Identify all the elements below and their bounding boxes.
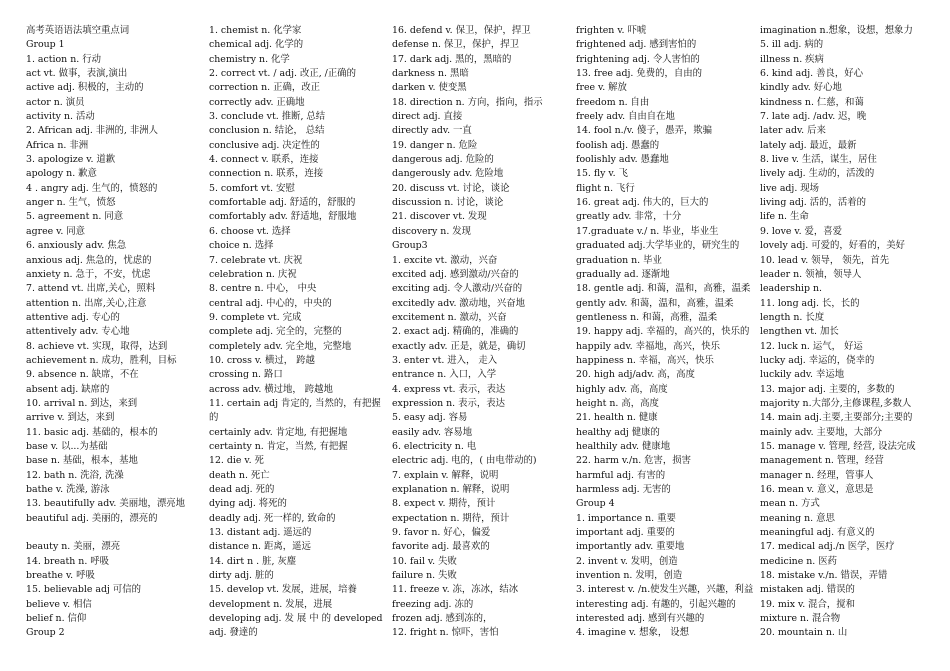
vocab-line: 20. mountain n. 山 <box>760 627 848 639</box>
vocab-line: certainly adv. 肯定地, 有把握地 <box>209 426 348 438</box>
vocab-line: 16. mean v. 意义，意思是 <box>760 484 874 495</box>
vocab-line: free v. 解放 <box>576 82 627 94</box>
vocab-line: 21. discover vt. 发现 <box>392 211 487 223</box>
vocab-line: 13. distant adj. 遥远的 <box>209 527 312 539</box>
text-column-2 <box>209 24 387 641</box>
vocab-line: arrive v. 到达，来到 <box>26 412 115 424</box>
text-column-3 <box>392 24 570 641</box>
vocab-line: easily adv. 容易地 <box>392 426 473 438</box>
vocab-line: comfortable adj. 舒适的，舒服的 <box>209 197 356 209</box>
vocab-line: darkness n. 黑暗 <box>392 68 469 80</box>
vocab-line: interested adj. 感到有兴趣的 <box>576 613 705 625</box>
vocab-line: 14. breath n. 呼吸 <box>26 555 110 567</box>
text-column-1 <box>26 24 204 641</box>
vocab-line: healthy adj 健康的 <box>576 426 660 438</box>
vocab-line: Group 2 <box>26 627 65 639</box>
vocab-line: 10. arrival n. 到达，来到 <box>26 397 138 409</box>
vocab-line: 12. die v. 死 <box>209 455 264 467</box>
vocab-line: breathe v. 呼吸 <box>26 570 95 582</box>
vocab-line: leadership n. <box>760 283 823 295</box>
vocab-line: active adj. 积极的，主动的 <box>26 82 144 94</box>
vocab-line: 18. direction n. 方向，指向，指示 <box>392 96 543 108</box>
vocab-line: 15. develop vt. 发展，进展，培養 <box>209 584 357 596</box>
vocab-line: 10. lead v. 领导， 领先，首先 <box>760 254 890 266</box>
vocab-line: expectation n. 期待，预计 <box>392 512 510 524</box>
vocab-line: healthily adv. 健康地 <box>576 440 671 452</box>
vocab-line: imagination n.想象，设想，想象力 <box>760 25 913 36</box>
vocab-line: dead adj. 死的 <box>209 484 275 495</box>
vocab-line: 13. major adj. 主要的，多数的 <box>760 383 895 395</box>
vocab-line: 15. fly v. 飞 <box>576 168 628 180</box>
vocab-line: adj. 發達的 <box>209 627 258 639</box>
vocab-line: base v. 以...为基础 <box>26 440 108 452</box>
vocab-line: darken v. 使变黑 <box>392 82 467 94</box>
vocab-line: lucky adj. 幸运的，侥幸的 <box>760 354 875 366</box>
vocab-line: mistaken adj. 错误的 <box>760 584 855 596</box>
vocab-line: kindness n. 仁慈，和蔼 <box>760 96 864 108</box>
vocab-line: 9. favor n. 好心，偏爱 <box>392 527 491 539</box>
vocab-line: 6. kind adj. 善良，好心 <box>760 68 863 80</box>
vocab-line: entrance n. 入口，入学 <box>392 369 497 381</box>
vocab-line: frozen adj. 感到冻的， <box>392 613 493 625</box>
vocab-line: invention n. 发明，创造 <box>576 570 683 582</box>
vocab-line: activity n. 活动 <box>26 111 95 123</box>
vocab-line: belief n. 信仰 <box>26 613 87 625</box>
vocab-line: 17.graduate v./ n. 毕业，毕业生 <box>576 225 719 237</box>
vocab-line: deadly adj. 死一样的, 致命的 <box>209 512 336 524</box>
vocab-line: 15. manage v. 管理, 经营, 设法完成 <box>760 440 916 452</box>
vocab-line: mixture n. 混合物 <box>760 613 841 625</box>
vocab-line: comfortably adv. 舒适地，舒服地 <box>209 211 357 223</box>
vocab-line: lengthen vt. 加长 <box>760 326 839 338</box>
vocab-line: certainty n. 肯定，当然, 有把握 <box>209 440 348 452</box>
vocab-line: absent adj. 缺席的 <box>26 383 110 395</box>
vocab-line: Africa n. 非洲 <box>26 139 89 151</box>
vocab-line: frightening adj. 令人害怕的 <box>576 53 700 65</box>
vocab-line: 22. harm v./n. 危害，损害 <box>576 455 692 467</box>
vocab-line: foolishly adv. 愚蠢地 <box>576 154 669 166</box>
vocab-line: believe v. 相信 <box>26 598 92 610</box>
vocab-line: 11. freeze v. 冻，冻冰，结冰 <box>392 584 519 596</box>
vocab-line: conclusive adj. 决定性的 <box>209 139 320 151</box>
vocab-line: base n. 基础，根本，基地 <box>26 455 138 467</box>
vocab-line: life n. 生命 <box>760 211 809 223</box>
vocab-line: 11. basic adj. 基础的，根本的 <box>26 426 158 438</box>
vocab-line: 16. great adj. 伟大的，巨大的 <box>576 197 709 209</box>
vocab-line: chemical adj. 化学的 <box>209 39 304 51</box>
vocab-line: 9. complete vt. 完成 <box>209 311 302 323</box>
vocab-line: foolish adj. 愚蠢的 <box>576 139 660 151</box>
vocab-line: correction n. 正确，改正 <box>209 82 320 94</box>
vocab-line: 7. explain v. 解释，说明 <box>392 469 499 481</box>
vocab-line: crossing n. 路口 <box>209 369 283 381</box>
vocab-line: conclusion n. 结论， 总结 <box>209 125 325 137</box>
vocab-line: graduated adj.大学毕业的，研究生的 <box>576 240 740 252</box>
vocab-line: excitement n. 激动，兴奋 <box>392 311 507 323</box>
vocab-line: 7. celebrate vt. 庆祝 <box>209 254 303 266</box>
vocab-line: distance n. 距离，遥远 <box>209 541 311 553</box>
vocab-line: gradually ad. 逐渐地 <box>576 268 670 280</box>
vocab-line: 14. dirt n . 脏, 灰麈 <box>209 555 297 567</box>
vocab-line: discovery n. 发现 <box>392 225 472 237</box>
vocab-line: defense n. 保卫，保护，捍卫 <box>392 39 519 51</box>
vocab-line: living adj. 活的，活着的 <box>760 197 867 209</box>
vocab-line: highly adv. 高，高度 <box>576 383 668 395</box>
vocab-line: correctly adv. 正确地 <box>209 96 305 108</box>
vocab-line: meaningful adj. 有意义的 <box>760 527 875 539</box>
vocab-line: attention n. 出席,关心,注意 <box>26 297 147 309</box>
vocab-line: graduation n. 毕业 <box>576 254 662 266</box>
vocab-line: attentive adj. 专心的 <box>26 311 120 323</box>
vocab-line: development n. 发展，进展 <box>209 598 333 610</box>
vocab-line: 1. excite vt. 激动，兴奋 <box>392 254 498 266</box>
vocab-line: 1. action n. 行动 <box>26 53 101 65</box>
vocab-line: bathe v. 洗澡, 游泳 <box>26 484 110 495</box>
vocab-line: beauty n. 美丽，漂亮 <box>26 541 121 553</box>
vocab-line: medicine n. 医药 <box>760 555 838 567</box>
vocab-line: dangerously adv. 危险地 <box>392 168 504 180</box>
vocab-line: 4. imagine v. 想象， 设想 <box>576 627 689 639</box>
vocab-line: dying adj. 将死的 <box>209 498 287 510</box>
vocab-line: manager n. 经理，管事人 <box>760 469 874 481</box>
vocab-line: happiness n. 幸福，高兴，快乐 <box>576 354 714 366</box>
vocab-line: celebration n. 庆祝 <box>209 268 297 280</box>
vocab-line: flight n. 飞行 <box>576 182 635 194</box>
vocab-line: 5. ill adj. 病的 <box>760 39 824 51</box>
vocab-line: expression n. 表示，表达 <box>392 397 506 409</box>
vocab-line: 8. expect v. 期待，预计 <box>392 498 496 510</box>
vocab-line: 5. agreement n. 同意 <box>26 211 124 223</box>
vocab-line: 20. high adj/adv. 高，高度 <box>576 369 695 381</box>
vocab-line: 1. chemist n. 化学家 <box>209 25 302 36</box>
vocab-line: across adv. 横过地， 跨越地 <box>209 383 333 395</box>
vocab-line: kindly adv. 好心地 <box>760 82 842 94</box>
vocab-line: 11. long adj. 长，长的 <box>760 297 860 309</box>
vocab-line: anxious adj. 焦急的，忧虑的 <box>26 254 152 266</box>
vocab-line: directly adv. 一直 <box>392 125 472 137</box>
vocab-line: 19. happy adj. 幸福的，高兴的，快乐的 <box>576 326 750 338</box>
vocab-line: apology n. 歉意 <box>26 168 97 180</box>
vocab-line: 20. discuss vt. 讨论，谈论 <box>392 182 510 194</box>
vocab-line: later adv. 后来 <box>760 125 826 137</box>
vocab-line: important adj. 重要的 <box>576 527 675 539</box>
vocab-line: 19. danger n. 危险 <box>392 139 478 151</box>
vocab-line: gentleness n. 和蔼，高雅，温柔 <box>576 311 718 323</box>
vocab-line: 13. free adj. 免费的，自由的 <box>576 68 703 80</box>
vocab-line: developing adj. 发 展 中 的 developed <box>209 613 383 625</box>
vocab-line: 3. conclude vt. 推断, 总结 <box>209 111 326 123</box>
vocab-line: 2. African adj. 非洲的, 非洲人 <box>26 125 159 137</box>
vocab-line: dirty adj. 脏的 <box>209 570 274 582</box>
vocab-line: 12. luck n. 运气， 好运 <box>760 340 863 352</box>
vocab-line: 6. electricity n. 电 <box>392 440 477 452</box>
vocab-line: 2. invent v. 发明，创造 <box>576 555 678 567</box>
vocab-line: 12. bath n. 洗浴, 洗澡 <box>26 469 124 481</box>
vocab-line: live adj. 现场 <box>760 182 820 194</box>
vocab-line: agree v. 同意 <box>26 225 86 237</box>
vocab-line: beautiful adj. 美丽的，漂亮的 <box>26 512 158 524</box>
vocab-line: leader n. 领袖，领导人 <box>760 268 862 280</box>
vocab-line: 17. medical adj./n 医学，医疗 <box>760 541 895 553</box>
vocab-line: complete adj. 完全的，完整的 <box>209 326 342 338</box>
vocab-line <box>26 526 204 540</box>
vocab-line: lovely adj. 可爱的，好看的，美好 <box>760 240 905 252</box>
vocab-line: death n. 死亡 <box>209 469 270 481</box>
vocab-line: Group3 <box>392 240 428 252</box>
vocab-line: chemistry n. 化学 <box>209 53 290 65</box>
vocab-line: 10. cross v. 横过， 跨越 <box>209 354 315 366</box>
vocab-line: illness n. 疾病 <box>760 53 824 65</box>
vocab-line: frightened adj. 感到害怕的 <box>576 39 697 51</box>
vocab-line: mean n. 方式 <box>760 498 820 510</box>
vocab-line: 9. absence n. 缺席，不在 <box>26 369 139 381</box>
vocab-line: 4 . angry adj. 生气的，愤怒的 <box>26 182 158 194</box>
vocab-line: excitedly adv. 激动地，兴奋地 <box>392 297 526 309</box>
vocab-line: harmful adj. 有害的 <box>576 469 666 481</box>
vocab-line: 7. late adj. /adv. 迟，晚 <box>760 111 867 123</box>
vocab-line: failure n. 失败 <box>392 570 457 582</box>
vocab-line: freezing adj. 冻的 <box>392 598 474 610</box>
vocab-line: 6. anxiously adv. 焦急 <box>26 240 127 252</box>
vocab-line: 9. love v. 爱，喜爱 <box>760 225 843 237</box>
vocab-line: 17. dark adj. 黑的，黑暗的 <box>392 53 512 65</box>
vocab-line: 13. beautifully adv. 美丽地，漂亮地 <box>26 498 185 510</box>
vocab-line: excited adj. 感到激动/兴奋的 <box>392 268 519 280</box>
vocab-line: 5. easy adj. 容易 <box>392 412 468 424</box>
vocab-line: frighten v. 吓唬 <box>576 25 647 36</box>
vocab-line: meaning n. 意思 <box>760 512 835 524</box>
vocab-line: dangerous adj. 危险的 <box>392 154 494 166</box>
vocab-line: 3. apologize v. 道歉 <box>26 154 116 166</box>
vocab-line: mainly adv. 主要地，大部分 <box>760 426 883 438</box>
vocab-line: Group 4 <box>576 498 615 510</box>
vocab-line: explanation n. 解释，说明 <box>392 484 510 495</box>
vocab-line: electric adj. 电的，( 由电带动的) <box>392 455 537 467</box>
vocab-line: 2. exact adj. 精确的，准确的 <box>392 326 519 338</box>
vocab-line: anger n. 生气，愤怒 <box>26 197 116 209</box>
vocab-line: majority n.大部分,主修课程,多数人 <box>760 397 912 409</box>
vocab-line: 16. defend v. 保卫，保护，捍卫 <box>392 25 531 36</box>
vocab-line: central adj. 中心的，中央的 <box>209 297 332 309</box>
vocab-line: 3. enter vt. 进入， 走入 <box>392 354 498 366</box>
vocab-line: 8. live v. 生活，谋生，居住 <box>760 154 877 166</box>
vocab-line: favorite adj. 最喜欢的 <box>392 541 490 553</box>
vocab-line: management n. 管理，经营 <box>760 455 884 467</box>
vocab-line: 8. achieve vt. 实现，取得，达到 <box>26 340 168 352</box>
vocab-line: exciting adj. 令人激动/兴奋的 <box>392 283 523 295</box>
vocab-line: 的 <box>209 412 219 424</box>
vocab-line: length n. 长度 <box>760 311 825 323</box>
vocab-line: 2. correct vt. / adj. 改正, /正确的 <box>209 68 356 80</box>
vocab-line: harmless adj. 无害的 <box>576 484 671 495</box>
vocab-line: 8. centre n. 中心， 中央 <box>209 283 317 295</box>
vocab-line: direct adj. 直接 <box>392 111 463 123</box>
vocab-line: Group 1 <box>26 39 65 51</box>
vocab-line: 3. interest v. /n.使发生兴趣，兴趣，利益 <box>576 584 754 596</box>
vocab-line: freely adv. 自由自在地 <box>576 111 675 123</box>
vocab-line: height n. 高，高度 <box>576 397 659 409</box>
vocab-line: greatly adv. 非常，十分 <box>576 211 682 223</box>
vocab-line: attentively adv. 专心地 <box>26 326 130 338</box>
vocab-line: 14. main adj.主要,主要部分;主要的 <box>760 412 913 424</box>
vocab-line: 18. mistake v./n. 错误，弄错 <box>760 570 888 582</box>
text-column-5 <box>760 24 938 641</box>
vocab-line: 5. comfort vt. 安慰 <box>209 182 295 194</box>
vocab-line: discussion n. 讨论，谈论 <box>392 197 504 209</box>
vocab-line: lively adj. 生动的，活泼的 <box>760 168 875 180</box>
vocab-line: 6. choose vt. 选择 <box>209 225 291 237</box>
vocab-line: importantly adv. 重要地 <box>576 541 685 553</box>
vocab-line: interesting adj. 有趣的，引起兴趣的 <box>576 598 736 610</box>
vocab-line: completely adv. 完全地，完整地 <box>209 340 352 352</box>
vocab-line: anxiety n. 急于，不安，忧虑 <box>26 268 151 280</box>
vocab-line: connection n. 联系，连接 <box>209 168 324 180</box>
vocab-line: 12. fright n. 惊吓，害怕 <box>392 627 499 639</box>
vocab-line: gently adv. 和蔼，温和，高雅，温柔 <box>576 297 734 309</box>
vocab-line: 10. fail v. 失败 <box>392 555 457 567</box>
vocab-line: 19. mix v. 混合，搅和 <box>760 598 856 610</box>
vocab-line: 21. health n. 健康 <box>576 412 658 424</box>
page-title: 高考英语语法填空重点词 <box>26 25 130 36</box>
vocab-line: lately adj. 最近，最新 <box>760 139 857 151</box>
vocab-line: actor n. 演员 <box>26 96 85 108</box>
vocab-line: 18. gentle adj. 和蔼，温和，高雅，温柔 <box>576 283 751 295</box>
vocab-line: act vt. 做事，表演,演出 <box>26 68 128 80</box>
vocab-line: exactly adv. 正是，就是，确切 <box>392 340 526 352</box>
vocab-line: choice n. 选择 <box>209 240 274 252</box>
vocab-line: 11. certain adj 肯定的, 当然的，有把握 <box>209 397 381 409</box>
vocab-line: 15. believable adj 可信的 <box>26 584 141 596</box>
vocab-line: 4. connect v. 联系，连接 <box>209 154 319 166</box>
vocab-line: 1. importance n. 重要 <box>576 512 676 524</box>
vocab-line: happily adv. 幸福地，高兴，快乐 <box>576 340 721 352</box>
vocab-line: 7. attend vt. 出席,关心，照料 <box>26 283 156 295</box>
vocab-line: 4. express vt. 表示，表达 <box>392 383 506 395</box>
vocab-line: 14. fool n./v. 傻子，愚弄，欺骗 <box>576 125 712 137</box>
vocab-line: achievement n. 成功，胜利，目标 <box>26 354 177 366</box>
vocab-line: luckily adv. 幸运地 <box>760 369 845 381</box>
text-column-4 <box>576 24 754 641</box>
vocab-line: freedom n. 自由 <box>576 96 650 108</box>
